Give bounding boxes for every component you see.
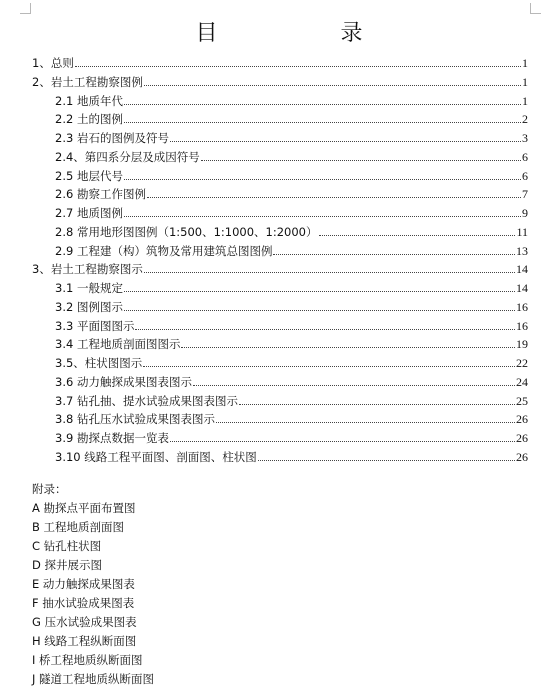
toc-entry[interactable]: [55, 371, 528, 389]
toc-page-number: 22: [516, 356, 528, 370]
toc-leader-dots: [124, 290, 515, 292]
appendix-item: I 桥工程地质纵断面图: [32, 653, 143, 667]
toc-page-number: 26: [516, 431, 528, 445]
toc-entry[interactable]: [55, 333, 528, 351]
toc-page-number: 24: [516, 374, 528, 389]
toc-leader-dots: [143, 365, 515, 367]
toc-page-number: 7: [522, 187, 528, 202]
appendix-item: J 隧道工程地质纵断面图: [32, 672, 155, 686]
toc-entry-label: 2.3 岩石的图例及符号: [55, 131, 169, 145]
toc-leader-dots: [75, 65, 521, 67]
toc-page-number: 1: [522, 74, 528, 89]
toc-page-number: 2: [522, 112, 528, 127]
appendix-item: E 动力触探成果图表: [32, 577, 135, 591]
toc-page-number: 3: [522, 131, 528, 145]
toc-entry[interactable]: [55, 315, 528, 333]
toc-leader-dots: [258, 459, 515, 461]
toc-entry-label: 2.4、第四系分层及成因符号: [55, 149, 200, 164]
toc-leader-dots: [181, 346, 515, 348]
toc-entry-label: 3.10 线路工程平面图、剖面图、柱状图: [55, 449, 257, 464]
toc-entry[interactable]: [32, 71, 528, 89]
toc-leader-dots: [319, 234, 516, 236]
toc-entry[interactable]: [55, 408, 528, 426]
toc-entry[interactable]: [55, 296, 528, 314]
appendix-item: C 钻孔柱状图: [32, 539, 102, 553]
toc-entry-label: 2、岩土工程勘察图例: [32, 74, 143, 89]
toc-entry-label: 1、总则: [32, 56, 74, 70]
appendix-item: F 抽水试验成果图表: [32, 596, 135, 610]
toc-page-number: 16: [516, 318, 528, 333]
toc-entry[interactable]: [55, 446, 528, 464]
toc-leader-dots: [170, 140, 521, 142]
appendix-list: [32, 499, 154, 689]
appendix-item: D 探井展示图: [32, 558, 103, 572]
toc-entry[interactable]: [55, 427, 528, 445]
toc-entry-label: 3、岩土工程勘察图示: [32, 262, 143, 277]
toc-entry[interactable]: [55, 108, 528, 126]
toc-entry-label: 3.3 平面图图示: [55, 318, 135, 333]
toc-entry[interactable]: [55, 146, 528, 164]
toc-entry[interactable]: [55, 352, 528, 370]
toc-leader-dots: [124, 121, 521, 123]
toc-entry-label: 3.4 工程地质剖面图图示: [55, 337, 181, 352]
toc-leader-dots: [201, 159, 521, 161]
toc-page-number: 14: [516, 262, 528, 277]
toc-page-number: 19: [516, 337, 528, 352]
toc-entry[interactable]: [55, 390, 528, 408]
toc-entry[interactable]: [32, 52, 528, 70]
toc-entry[interactable]: [55, 183, 528, 201]
toc-entry-label: 2.7 地质图例: [55, 206, 123, 220]
appendix-item: H 线路工程纵断面图: [32, 634, 137, 648]
toc-entry-label: 2.5 地层代号: [55, 168, 123, 183]
toc-entry-label: 3.6 动力触探成果图表图示: [55, 374, 192, 389]
toc-leader-dots: [144, 84, 521, 86]
toc-entry-label: 3.7 钻孔抽、提水试验成果图表图示: [55, 393, 238, 408]
toc-entry[interactable]: [55, 221, 528, 239]
toc-leader-dots: [273, 253, 515, 255]
toc-leader-dots: [124, 309, 515, 311]
toc-page-number: 26: [516, 412, 528, 427]
toc-leader-dots: [144, 271, 515, 273]
crop-mark-top-right: [530, 3, 541, 14]
toc-page-number: 25: [516, 393, 528, 408]
toc-entry[interactable]: [55, 277, 528, 295]
toc-leader-dots: [124, 178, 521, 180]
toc-page-number: 1: [522, 56, 528, 70]
toc-page-number: 11: [516, 224, 528, 239]
appendix-item: G 压水试验成果图表: [32, 615, 137, 629]
toc-leader-dots: [147, 196, 521, 198]
toc-leader-dots: [135, 328, 515, 330]
toc-page-number: 14: [516, 281, 528, 295]
appendix-item: A 勘探点平面布置图: [32, 501, 136, 515]
toc-entry[interactable]: [55, 90, 528, 108]
toc-leader-dots: [170, 440, 515, 442]
toc-entry-label: 2.8 常用地形图图例（1:500、1:1000、1:2000）: [55, 224, 318, 239]
toc-entry-label: 3.8 钻孔压水试验成果图表图示: [55, 412, 215, 427]
toc-page-number: 6: [522, 168, 528, 183]
toc-leader-dots: [193, 384, 515, 386]
appendix-heading: 附录：: [32, 482, 67, 496]
toc-entry-label: 3.5、柱状图图示: [55, 356, 143, 370]
toc-entry[interactable]: [55, 127, 528, 145]
page-title: 目 录: [195, 21, 421, 46]
toc-page-number: 26: [516, 449, 528, 464]
toc-entry[interactable]: [32, 258, 528, 276]
toc-entry-label: 3.9 勘探点数据一览表: [55, 431, 169, 445]
toc-entry[interactable]: [55, 240, 528, 258]
toc-page-number: 1: [522, 93, 528, 108]
toc-page-number: 6: [522, 149, 528, 164]
appendix-section: [32, 480, 154, 689]
crop-mark-top-left: [20, 3, 31, 14]
toc-entry-label: 2.2 土的图例: [55, 112, 123, 127]
toc-leader-dots: [216, 421, 515, 423]
toc-entry-label: 2.6 勘察工作图例: [55, 187, 146, 202]
toc-leader-dots: [239, 403, 515, 405]
toc-page-number: 16: [516, 299, 528, 314]
toc-entry-label: 3.2 图例图示: [55, 299, 123, 314]
toc-leader-dots: [124, 215, 521, 217]
toc-entry[interactable]: [55, 165, 528, 183]
toc-entry[interactable]: [55, 202, 528, 220]
toc-entry-label: 2.1 地质年代: [55, 93, 123, 108]
toc-leader-dots: [124, 103, 521, 105]
appendix-item: B 工程地质剖面图: [32, 520, 125, 534]
toc-entry-label: 3.1 一般规定: [55, 281, 123, 295]
toc-page-number: 9: [522, 206, 528, 220]
toc-entry-label: 2.9 工程建（构）筑物及常用建筑总图图例: [55, 243, 273, 258]
toc-page-number: 13: [516, 243, 528, 258]
